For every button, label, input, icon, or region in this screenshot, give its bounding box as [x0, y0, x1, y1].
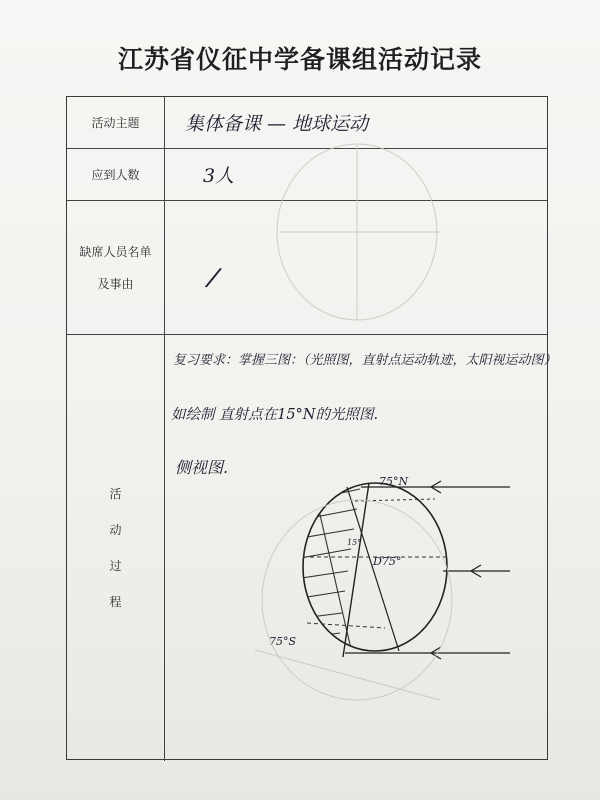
value-activity-theme-cell [165, 97, 547, 148]
value-expected-attendance: 3人 [203, 165, 235, 187]
process-line-1: 复习要求：掌握三图：（光照图，直射点运动轨迹，太阳视运动图） [173, 353, 557, 368]
label-absentees [67, 201, 165, 334]
label-75s: 75°S [269, 635, 297, 648]
label-d75: D75° [373, 555, 402, 568]
value-absentees-cell [165, 201, 547, 334]
label-process-char-4: 程 [109, 595, 122, 609]
sun-rays [345, 481, 510, 659]
label-process-char-1: 活 [109, 487, 122, 501]
label-activity-theme [67, 97, 165, 148]
row-activity-process [67, 335, 557, 761]
activity-record-form [66, 96, 557, 760]
row-activity-theme [67, 97, 547, 149]
earth-axis [347, 487, 402, 651]
page-title: 江苏省仪征中学备课组活动记录 [117, 45, 482, 74]
night-side-hatching [295, 489, 360, 649]
process-line-3: 侧视图. [175, 458, 229, 477]
value-activity-process-cell [165, 335, 557, 761]
value-activity-theme: 集体备课 — 地球运动 [185, 113, 369, 135]
label-activity-theme-text: 活动主题 [91, 115, 140, 130]
label-75n: 75°N [379, 475, 409, 488]
label-process-char-3: 过 [109, 559, 122, 573]
label-process-char-2: 动 [109, 523, 122, 537]
process-line-2: 如绘制 直射点在15°N的光照图. [171, 407, 379, 423]
row-expected-attendance [67, 149, 547, 201]
label-expected-attendance-text: 应到人数 [91, 167, 140, 182]
row-absentees [67, 201, 547, 335]
label-absentees-line2: 及事由 [97, 276, 134, 291]
label-activity-process [67, 335, 165, 761]
value-absentees: / [205, 262, 221, 294]
label-absentees-line1: 缺席人员名单 [79, 244, 152, 259]
label-expected-attendance [67, 149, 165, 200]
label-15deg: 15° [347, 538, 362, 547]
value-expected-attendance-cell [165, 149, 547, 200]
illumination-diagram [265, 463, 515, 668]
